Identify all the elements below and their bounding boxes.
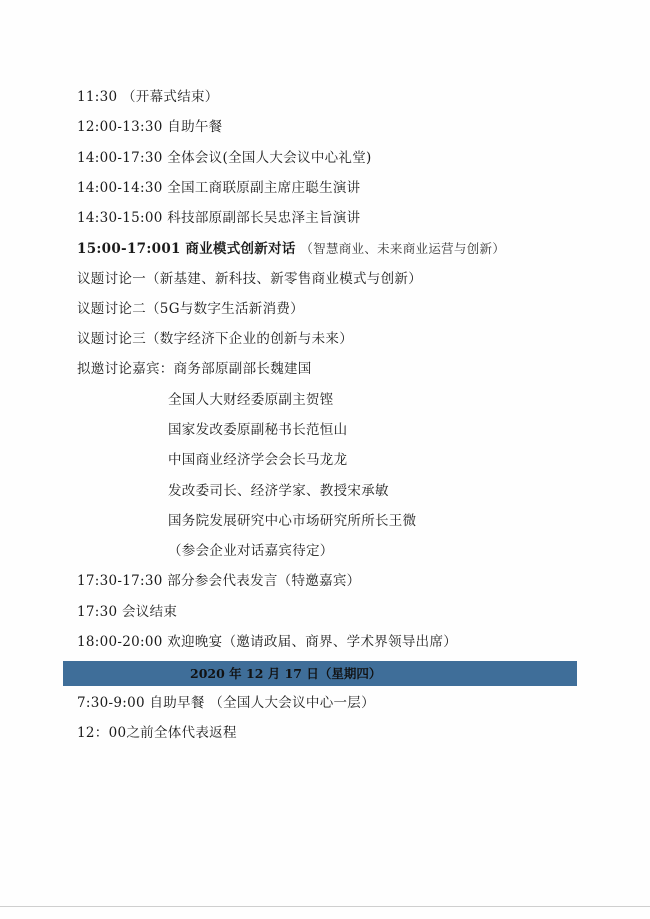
schedule-text: 欢迎晚宴（邀请政届、商界、学术界领导出席）	[167, 634, 458, 650]
schedule-text: （开幕式结束）	[122, 89, 219, 105]
schedule-item-lunch	[77, 118, 222, 136]
topic-3	[77, 330, 353, 348]
schedule-extra: （智慧商业、未来商业运营与创新）	[300, 241, 506, 256]
schedule-text: 之前全体代表返程	[126, 725, 237, 741]
schedule-item-banquet	[77, 633, 457, 651]
schedule-time: 12:00-13:30	[77, 119, 163, 135]
guest-item: 国务院发展研究中心市场研究所所长王微	[168, 513, 417, 529]
guest-item: 中国商业经济学会会长马龙龙	[168, 452, 348, 468]
schedule-text: 自助早餐 （全国人大会议中心一层）	[149, 695, 375, 711]
schedule-text: 部分参会代表发言（特邀嘉宾）	[167, 573, 361, 589]
scan-edge-line	[0, 906, 650, 907]
schedule-time: 7:30-9:00	[77, 695, 145, 711]
schedule-text: 商业模式创新对话	[185, 241, 296, 257]
schedule-time: 18:00-20:00	[77, 634, 163, 650]
schedule-item-opening-end	[77, 88, 219, 106]
day-header-text: 2020 年 12 月 17 日（星期四）	[190, 666, 382, 681]
schedule-time: 15:00-17:001	[77, 241, 181, 257]
schedule-text: 全国工商联原副主席庄聪生演讲	[167, 180, 361, 196]
guest-intro-text: 拟邀讨论嘉宾：商务部原副部长魏建国	[77, 361, 312, 377]
topic-text: 议题讨论三（数字经济下企业的创新与未来）	[77, 331, 353, 347]
schedule-time: 14:00-14:30	[77, 180, 163, 196]
schedule-item-speech-1	[77, 179, 360, 197]
schedule-item-speech-2	[77, 209, 360, 227]
topic-text: 议题讨论二（5G与数字生活新消费）	[77, 301, 304, 317]
schedule-text: 会议结束	[122, 604, 178, 620]
topic-text: 议题讨论一（新基建、新科技、新零售商业模式与创新）	[77, 271, 422, 287]
schedule-time: 11:30	[77, 89, 118, 105]
schedule-item-breakfast	[77, 694, 375, 712]
guest-item: 国家发改委原副秘书长范恒山	[168, 422, 348, 438]
schedule-time: 14:30-15:00	[77, 210, 163, 226]
guest-item: 发改委司长、经济学家、教授宋承敏	[168, 483, 389, 499]
guest-intro	[77, 360, 312, 378]
schedule-item-return	[77, 724, 237, 742]
schedule-time: 17:30-17:30	[77, 573, 163, 589]
topic-1	[77, 270, 422, 288]
schedule-time: 17:30	[77, 604, 118, 620]
topic-2	[77, 300, 304, 318]
schedule-time: 14:00-17:30	[77, 150, 163, 166]
schedule-item-plenary	[77, 149, 372, 167]
schedule-item-meeting-end	[77, 603, 177, 621]
guest-item: 全国人大财经委原副主贺铿	[168, 392, 334, 408]
schedule-text: 全体会议(全国人大会议中心礼堂)	[167, 150, 372, 166]
schedule-time: 12：00	[77, 725, 127, 741]
schedule-text: 自助午餐	[167, 119, 223, 135]
schedule-text: 科技部原副部长吴忠泽主旨演讲	[167, 210, 361, 226]
guest-item: （参会企业对话嘉宾待定）	[168, 543, 334, 559]
schedule-item-dialogue	[77, 240, 505, 258]
schedule-item-delegate-speech	[77, 572, 360, 590]
